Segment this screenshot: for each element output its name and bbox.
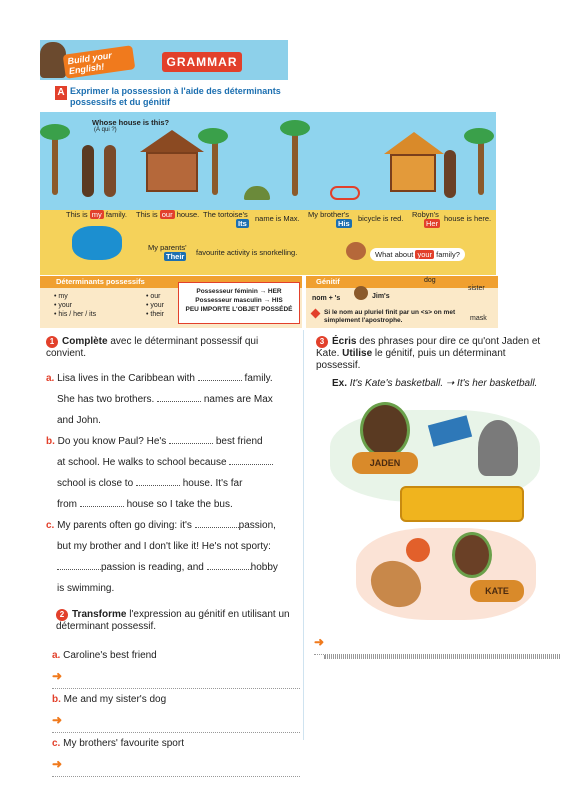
genitive-box-title: Génitif <box>306 276 498 288</box>
scene-sentence-6-end: favourite activity is snorkelling. <box>196 248 298 257</box>
determinants-col-1: • my • your • his / her / its <box>54 293 97 318</box>
ex2-item-a: a. Caroline's best friend <box>52 650 157 661</box>
jaden-portrait <box>360 402 410 458</box>
scene-sentence-2: This is our house. <box>136 210 200 219</box>
cat-icon <box>478 420 518 476</box>
ex2-item-c: c. My brothers' favourite sport <box>52 738 184 749</box>
ex1-line-6: school is close to house. It's far <box>57 478 243 489</box>
school-bus-icon <box>400 486 524 522</box>
scene-question: Whose house is this? <box>92 118 170 127</box>
exercise-1-lines <box>46 368 296 599</box>
family-house-icon <box>146 152 198 192</box>
genitive-item-sister: sister <box>468 285 485 292</box>
ex2-answer-b[interactable] <box>52 710 300 733</box>
scene-sentence-3: The tortoise's <box>203 210 248 219</box>
palm-tree-icon <box>292 128 298 196</box>
scene-sentence-3-end: name is Max. <box>255 214 300 223</box>
scene-sentence-5-end: house is here. <box>444 214 492 223</box>
ex3-answer-line-1[interactable] <box>314 632 560 655</box>
ex1-line-2: She has two brothers. names are Max <box>57 394 273 405</box>
answer-blank[interactable] <box>229 455 273 465</box>
ex1-line-10: passion is reading, and hobby <box>46 557 296 578</box>
mascot-boy-illustration <box>40 42 66 78</box>
kate-name-sign: KATE <box>470 580 524 602</box>
scene-question-bubble: What about your family? <box>370 248 465 261</box>
exercise-2-items <box>52 645 300 777</box>
genitive-name: Jim's <box>372 293 390 300</box>
ex1-line-11: is swimming. <box>57 583 115 594</box>
build-english-badge: Build your English! <box>63 45 136 79</box>
exercise-3-instruction: 3 Écris des phrases pour dire ce qu'ont Jaden et Kate. Utilise le génitif, puis un déterminant possessif. <box>316 336 541 371</box>
ex1-line-1: a. Lisa lives in the Caribbean with family. <box>46 373 273 384</box>
genitive-note: Si le nom au pluriel finit par un <s> on met simplement l'apostrophe. <box>324 309 456 324</box>
ex2-answer-c[interactable] <box>52 754 300 777</box>
ex3-answer-line-5[interactable] <box>324 658 560 659</box>
genitive-formula: nom + 's <box>312 295 341 302</box>
ex1-line-3: and John. <box>57 415 101 426</box>
scene-sentence-6-det: Their <box>166 252 185 261</box>
arrow-icon: ➜ <box>52 669 63 683</box>
house-roof-icon <box>140 130 204 152</box>
ex1-line-9: but my brother and I don't like it! He's not sporty: <box>57 541 271 552</box>
bicycle-icon <box>330 186 360 200</box>
scene-sentence-5-det: Her <box>426 219 439 228</box>
palm-leaf-icon <box>280 120 310 136</box>
palm-tree-icon <box>212 135 218 195</box>
genitive-item-dog: dog <box>424 277 436 284</box>
house-roof-icon <box>384 132 444 154</box>
scene-sentence-3-det: Its <box>238 219 247 228</box>
jim-face-icon <box>354 286 368 300</box>
answer-blank[interactable] <box>198 371 242 381</box>
person-icon <box>444 150 456 198</box>
grammar-label: GRAMMAR <box>162 52 242 72</box>
basketball-icon <box>406 538 430 562</box>
determinants-col-2: • our • your • their <box>146 293 165 318</box>
scene-sentence-4-det: His <box>338 219 350 228</box>
answer-blank[interactable] <box>136 476 180 486</box>
exercise-3-example: Ex. It's Kate's basketball. ➝ It's her basketball. <box>332 378 538 389</box>
determinants-box-title: Déterminants possessifs <box>40 276 302 288</box>
answer-blank[interactable] <box>195 518 239 528</box>
robyn-house-icon <box>390 154 436 192</box>
possessor-rule-box: Possesseur féminin → HER Possesseur masculin → HIS PEU IMPORTE L'OBJET POSSÉDÉ <box>178 282 300 324</box>
snorkellers-icon <box>72 226 122 260</box>
ex1-line-8: c. My parents often go diving: it's passion, <box>46 520 276 531</box>
exercise-1-instruction: 1 Complète avec le déterminant possessif qui convient. <box>46 336 259 359</box>
genitive-item-mask: mask <box>470 315 487 322</box>
answer-blank[interactable] <box>207 560 251 570</box>
scene-sentence-6: My parents' <box>148 243 187 252</box>
column-divider <box>303 330 304 740</box>
jaden-name-sign: JADEN <box>352 452 418 474</box>
scene-sentence-4: My brother's <box>308 210 350 219</box>
answer-blank[interactable] <box>157 392 201 402</box>
ex1-line-4: b. Do you know Paul? He's best friend <box>46 436 263 447</box>
exercise-3-answer-lines <box>314 632 560 659</box>
scene-sentence-4-end: bicycle is red. <box>358 214 404 223</box>
answer-blank[interactable] <box>169 434 213 444</box>
answer-blank[interactable] <box>57 560 101 570</box>
scene-sentence-5: Robyn's <box>412 210 439 219</box>
scene-question-fr: (À qui ?) <box>94 127 117 133</box>
ex2-item-b: b. Me and my sister's dog <box>52 694 167 705</box>
ex2-answer-a[interactable] <box>52 666 300 689</box>
person-icon <box>104 145 116 197</box>
ex1-line-5: at school. He walks to school because <box>46 452 296 473</box>
answer-blank[interactable] <box>80 497 124 507</box>
arrow-icon: ➜ <box>52 713 63 727</box>
person-icon <box>82 145 94 197</box>
ex1-line-7: from house so I take the bus. <box>57 499 233 510</box>
arrow-icon: ➜ <box>314 635 325 649</box>
family-face-icon <box>346 242 366 260</box>
exercise-2-instruction: 2 Transforme l'expression au génitif en utilisant un déterminant possessif. <box>56 609 290 632</box>
palm-leaf-icon <box>40 124 70 140</box>
arrow-icon: ➜ <box>52 757 63 771</box>
section-letter: A <box>55 86 67 100</box>
palm-leaf-icon <box>464 128 494 144</box>
scene-sentence-1: This is my family. <box>66 210 127 219</box>
section-title: Exprimer la possession à l'aide des déterminants possessifs et du génitif <box>70 86 281 107</box>
kate-portrait <box>452 532 492 578</box>
palm-tree-icon <box>478 135 484 195</box>
